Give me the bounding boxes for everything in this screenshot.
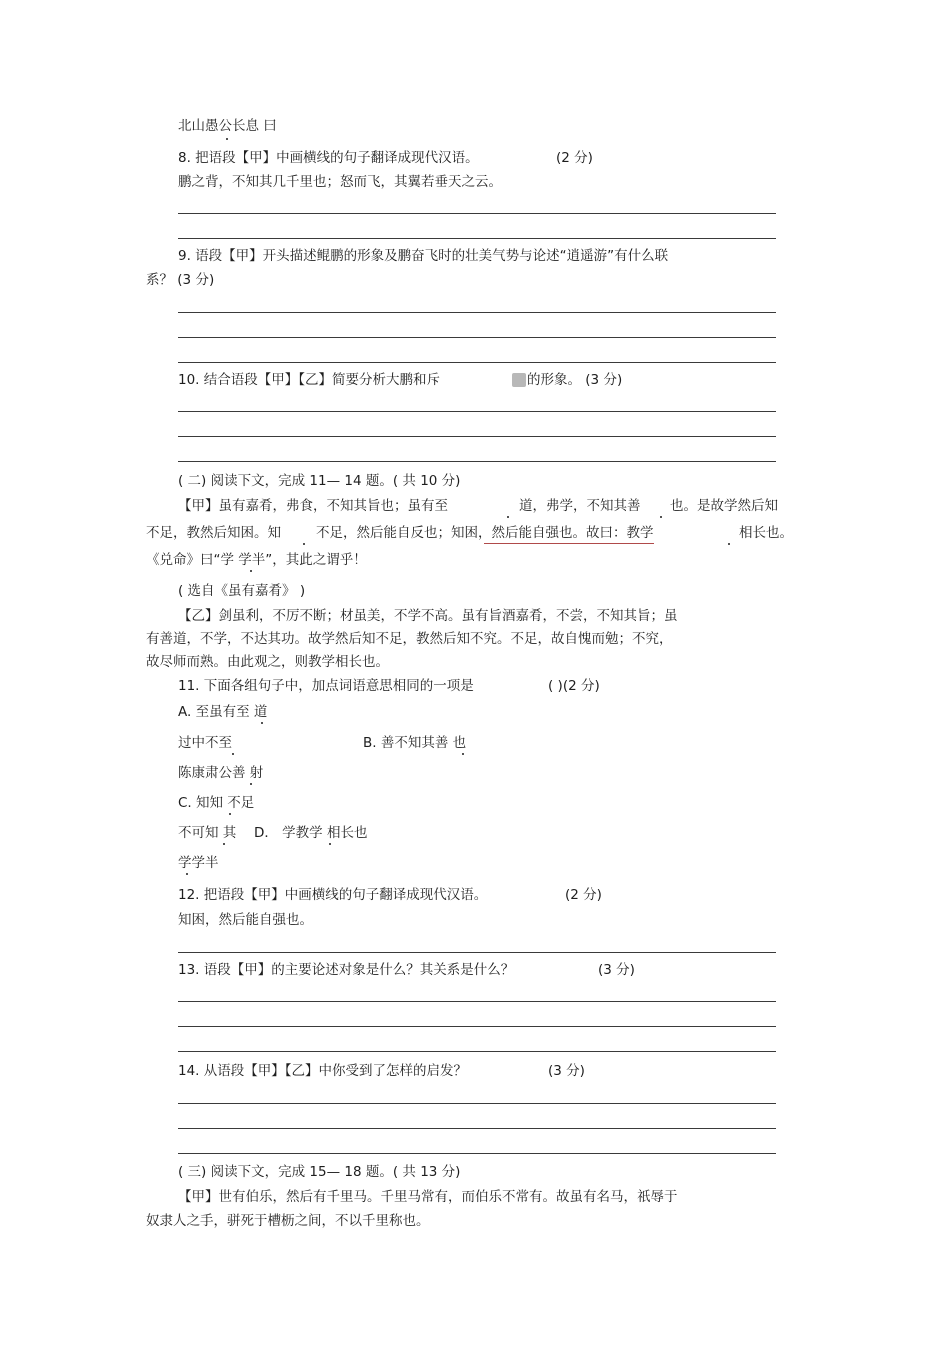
option-c-line2: 不可知 其 [178, 825, 237, 841]
option-a-line1: A. 至虽有至 道 [178, 704, 268, 720]
emphasis-dot [507, 516, 509, 518]
question-8: 8. 把语段【甲】中画横线的句子翻译成现代汉语。 [178, 150, 479, 166]
passage-jia-line: 道，弗学，不知其善 [519, 498, 641, 514]
question-11-score: ( )(2 分) [548, 678, 600, 694]
answer-line[interactable] [178, 1026, 776, 1027]
emphasis-dot [250, 570, 252, 572]
question-12: 12. 把语段【甲】中画横线的句子翻译成现代汉语。 [178, 887, 488, 903]
passage-jia-line: 【甲】虽有嘉肴，弗食，不知其旨也；虽有至 [178, 498, 448, 514]
passage-jia-line: 【甲】世有伯乐，然后有千里马。千里马常有，而伯乐不常有。故虽有名马，祇辱于 [178, 1189, 678, 1205]
option-b-line2: 陈康肃公善 射 [178, 765, 264, 781]
marked-sentence-underline [484, 543, 654, 544]
passage-source: ( 选自《虽有嘉肴》 ) [178, 583, 306, 599]
question-10-text-end: 的形象。 (3 分) [527, 372, 623, 388]
question-12-score: (2 分) [565, 887, 602, 903]
answer-line[interactable] [178, 436, 776, 437]
option-b-line1: B. 善不知其善 也 [363, 735, 467, 751]
section-2-heading: ( 二) 阅读下文，完成 11— 14 题。( 共 10 分) [178, 473, 461, 489]
emphasis-dot [660, 516, 662, 518]
top-line: 北山愚公长息 曰 [178, 118, 277, 134]
question-11: 11. 下面各组句子中，加点词语意思相同的一项是 [178, 678, 474, 694]
question-13-score: (3 分) [598, 962, 635, 978]
answer-line[interactable] [178, 461, 776, 462]
option-a-line2: 过中不至 [178, 735, 232, 751]
emphasis-dot [223, 843, 225, 845]
question-8-sentence: 鹏之背，不知其几千里也；怒而飞，其翼若垂天之云。 [178, 174, 502, 190]
answer-line[interactable] [178, 1103, 776, 1104]
question-13: 13. 语段【甲】的主要论述对象是什么？其关系是什么？ [178, 962, 515, 978]
answer-line[interactable] [178, 411, 776, 412]
passage-jia-line: 相长也。 [739, 525, 793, 541]
answer-line[interactable] [178, 238, 776, 239]
section-3-heading: ( 三) 阅读下文，完成 15— 18 题。( 共 13 分) [178, 1164, 461, 1180]
question-9-line2: 系？ (3 分) [146, 272, 215, 288]
illegible-character [512, 373, 526, 387]
question-10-text: 10. 结合语段【甲】【乙】简要分析大鹏和斥 [178, 372, 441, 388]
emphasis-dot [229, 813, 231, 815]
answer-line[interactable] [178, 1153, 776, 1154]
passage-jia-line: 不足，然后能自反也；知困，然后能自强也。故曰：教学 [316, 525, 654, 541]
question-12-sentence: 知困，然后能自强也。 [178, 912, 313, 928]
emphasis-dot [250, 783, 252, 785]
passage-jia-line: 奴隶人之手，骈死于槽枥之间，不以千里称也。 [146, 1213, 430, 1229]
question-9-line1: 9. 语段【甲】开头描述鲲鹏的形象及鹏奋飞时的壮美气势与论述“逍遥游”有什么联 [178, 248, 669, 264]
question-14: 14. 从语段【甲】【乙】中你受到了怎样的启发？ [178, 1063, 468, 1079]
answer-line[interactable] [178, 213, 776, 214]
question-14-score: (3 分) [548, 1063, 585, 1079]
emphasis-dot [462, 753, 464, 755]
emphasis-dot [728, 543, 730, 545]
question-8-score: (2 分) [556, 150, 593, 166]
passage-yi-line: 【乙】剑虽利，不厉不断；材虽美，不学不高。虽有旨酒嘉肴，不尝，不知其旨；虽 [178, 608, 678, 624]
emphasis-dot [261, 722, 263, 724]
passage-jia-line: 不足，教然后知困。知 [146, 525, 281, 541]
passage-yi-line: 故尽师而熟。由此观之，则教学相长也。 [146, 654, 389, 670]
answer-line[interactable] [178, 1051, 776, 1052]
option-d-line2: 学学半 [178, 855, 219, 871]
passage-yi-line: 有善道，不学，不达其功。故学然后知不足，教然后知不究。不足，故自愧而勉；不究， [146, 631, 673, 647]
passage-jia-line: 也。是故学然后知 [670, 498, 778, 514]
answer-line[interactable] [178, 312, 776, 313]
answer-line[interactable] [178, 337, 776, 338]
emphasis-dot [232, 753, 234, 755]
passage-jia-line: 《兑命》曰“学 学半”，其此之谓乎！ [146, 552, 367, 568]
emphasis-dot [186, 873, 188, 875]
answer-line[interactable] [178, 362, 776, 363]
option-d-line1: D． 学教学 相长也 [254, 825, 368, 841]
emphasis-dot [226, 138, 228, 140]
answer-line[interactable] [178, 952, 776, 953]
emphasis-dot [303, 543, 305, 545]
emphasis-dot [329, 843, 331, 845]
answer-line[interactable] [178, 1128, 776, 1129]
answer-line[interactable] [178, 1001, 776, 1002]
option-c-line1: C. 知知 不足 [178, 795, 255, 811]
